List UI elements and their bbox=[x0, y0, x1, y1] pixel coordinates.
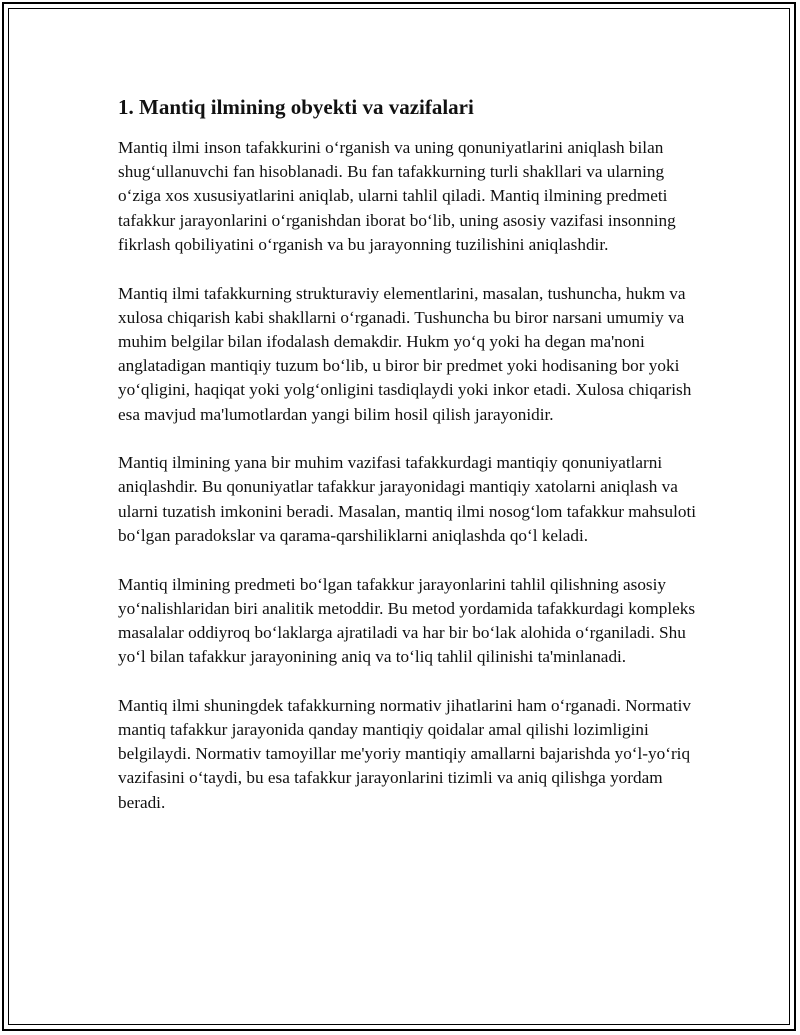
section-heading: 1. Mantiq ilmining obyekti va vazifalari bbox=[118, 95, 474, 119]
paragraph-1: Mantiq ilmi inson tafakkurini o‘rganish va uning qonuniyatlarini aniqlash bilan shug‘ullanuvchi fan hisoblanadi. Bu fan tafakkurning turli shakllari va ularning o‘ziga xos xususiyatlarini aniqlab, ularni tahlil qiladi. Mantiq ilmining predmeti tafakkur jarayonlarini o‘rganishdan iborat bo‘lib, uning asosiy vazifasi insonning fikrlash qobiliyatini o‘rganish va bu jarayonning tuzilishini aniqlashdir. bbox=[118, 138, 676, 254]
paragraph-4: Mantiq ilmining predmeti bo‘lgan tafakkur jarayonlarini tahlil qilishning asosiy yo‘nalishlaridan biri analitik metoddir. Bu metod yordamida tafakkurdagi kompleks masalalar oddiyroq bo‘laklarga ajratiladi va har bir bo‘lak alohida o‘rganiladi. Shu yo‘l bilan tafakkur jarayonining aniq va to‘liq tahlil qilinishi ta'minlanadi. bbox=[118, 574, 696, 667]
document-body bbox=[118, 92, 698, 839]
paragraph-2: Mantiq ilmi tafakkurning strukturaviy elementlarini, masalan, tushuncha, hukm va xulosa chiqarish kabi shakllarni o‘rganadi. Tushuncha bu biror narsani umumiy va muhim belgilar bilan ifodalash demakdir. Hukm yo‘q yoki ha degan ma'noni anglatadigan mantiqiy tuzum bo‘lib, u biror bir predmet yoki hodisaning bor yoki yo‘qligini, haqiqat yoki yolg‘onligini tasdiqlaydi yoki inkor etadi. Xulosa chiqarish esa mavjud ma'lumotlardan yangi bilim hosil qilish jarayonidir. bbox=[118, 283, 692, 424]
paragraph-5: Mantiq ilmi shuningdek tafakkurning normativ jihatlarini ham o‘rganadi. Normativ mantiq tafakkur jarayonida qanday mantiqiy qoidalar amal qilishi lozimligini belgilaydi. Normativ tamoyillar me'yoriy mantiqiy amallarni bajarishda yo‘l-yo‘riq vazifasini o‘taydi, bu esa tafakkur jarayonlarini tizimli va aniq qilishga yordam beradi. bbox=[118, 695, 691, 812]
paragraph-3: Mantiq ilmining yana bir muhim vazifasi tafakkurdagi mantiqiy qonuniyatlarni aniqlashdir. Bu qonuniyatlar tafakkur jarayonidagi mantiqiy xatolarni aniqlash va ularni tuzatish imkonini beradi. Masalan, mantiq ilmi nosog‘lom tafakkur mahsuloti bo‘lgan paradokslar va qarama-qarshiliklarni aniqlashda qo‘l keladi. bbox=[118, 453, 697, 545]
